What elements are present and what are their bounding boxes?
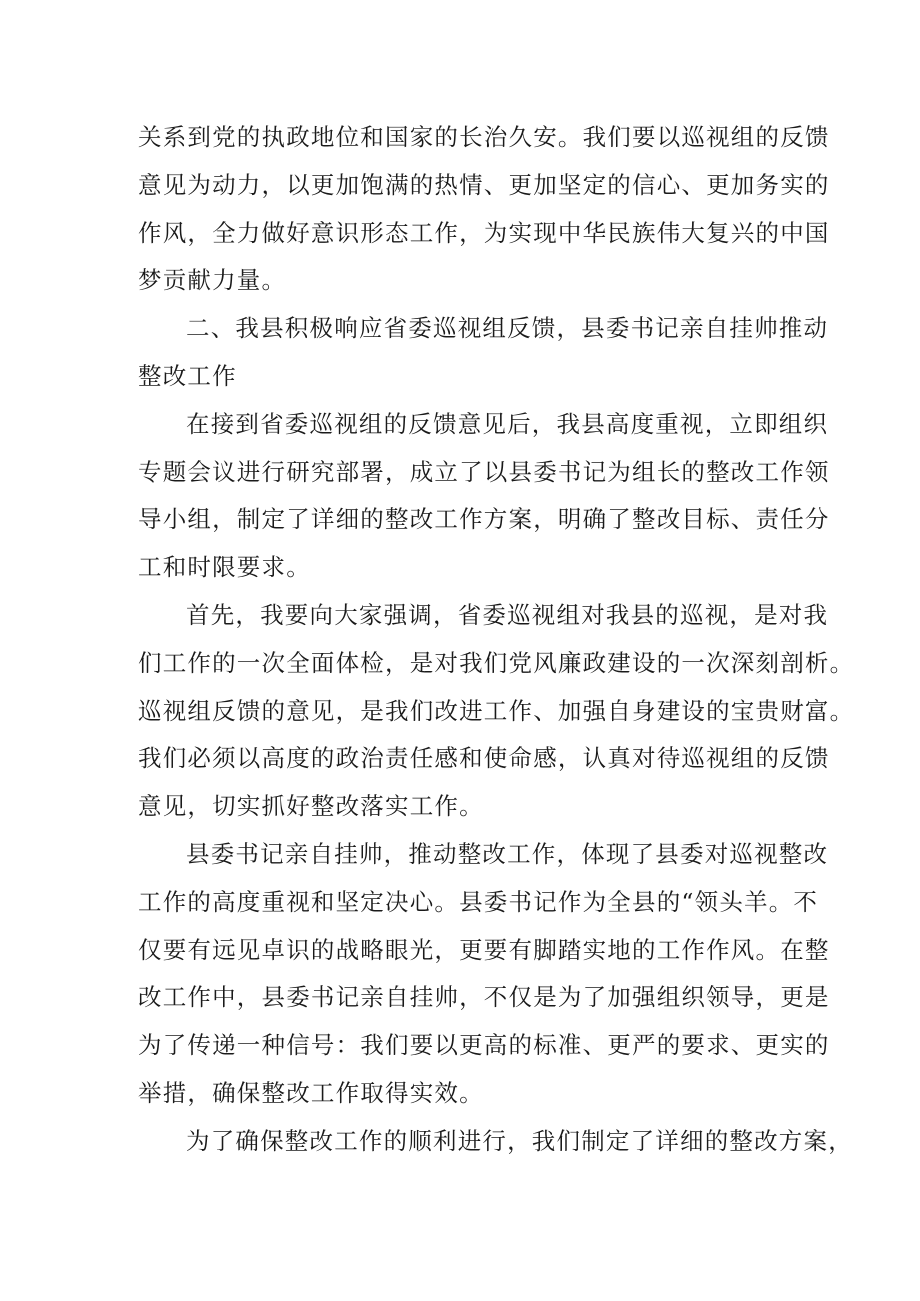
text-line: 作风，全力做好意识形态工作，为实现中华民族伟大复兴的中国: [138, 218, 830, 247]
text-line: 工作的高度重视和坚定决心。县委书记作为全县的“领头羊。不: [138, 887, 819, 916]
text-line: 整改工作: [138, 361, 237, 390]
text-line: 们工作的一次全面体检，是对我们党风廉政建设的一次深刻剖析。: [138, 648, 855, 677]
text-line: 首先，我要向大家强调，省委巡视组对我县的巡视，是对我: [186, 600, 829, 629]
paragraph: [138, 831, 830, 1118]
text-line: 关系到党的执政地位和国家的长治久安。我们要以巡视组的反馈: [138, 123, 830, 151]
text-line: 导小组，制定了详细的整改工作方案，明确了整改目标、责任分: [138, 505, 830, 534]
document-body: [138, 114, 855, 1166]
text-line: 专题会议进行研究部署，成立了以县委书记为组长的整改工作领: [138, 457, 830, 486]
text-line: 在接到省委巡视组的反馈意见后，我县高度重视，立即组织: [186, 409, 829, 438]
text-line: 为了确保整改工作的顺利进行，我们制定了详细的整改方案，: [186, 1126, 853, 1155]
text-line: 我们必须以高度的政治责任感和使命感，认真对待巡视组的反馈: [138, 744, 830, 773]
text-line: 改工作中，县委书记亲自挂帅，不仅是为了加强组织领导，更是: [138, 983, 830, 1012]
paragraph: [138, 1118, 853, 1166]
paragraph: [138, 592, 855, 831]
text-line: 举措，确保整改工作取得实效。: [138, 1078, 484, 1107]
text-line: 意见，切实抓好整改落实工作。: [138, 792, 484, 821]
text-line: 工和时限要求。: [138, 553, 311, 582]
text-line: 县委书记亲自挂帅，推动整改工作，体现了县委对巡视整改: [186, 839, 829, 868]
section-heading: [138, 305, 829, 401]
text-line: 巡视组反馈的意见，是我们改进工作、加强自身建设的宝贵财富。: [138, 696, 855, 725]
text-line: 为了传递一种信号：我们要以更高的标准、更严的要求、更实的: [138, 1031, 830, 1060]
text-line: 仅要有远见卓识的战略眼光，更要有脚踏实地的工作作风。在整: [138, 935, 830, 964]
text-line: 意见为动力，以更加饱满的热情、更加坚定的信心、更加务实的: [138, 170, 830, 199]
paragraph-continuation: [138, 114, 830, 305]
text-line: 二、我县积极响应省委巡视组反馈，县委书记亲自挂帅推动: [186, 314, 829, 343]
text-line: 梦贡献力量。: [138, 266, 287, 295]
paragraph: [138, 401, 830, 592]
